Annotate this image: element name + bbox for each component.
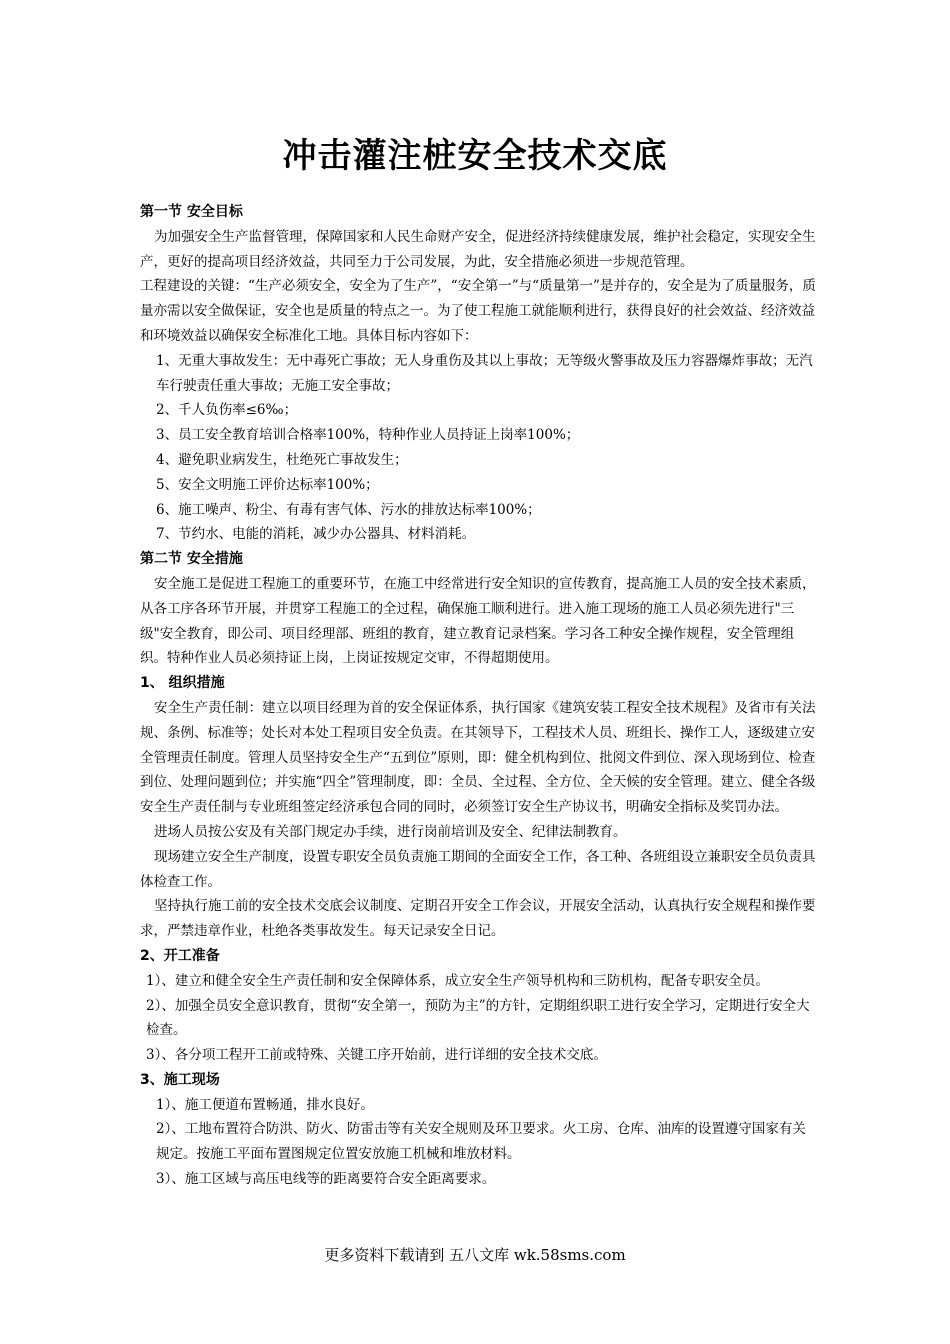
list-item: 1）、建立和健全安全生产责任制和安全保障体系，成立安全生产领导机构和三防机构，配备专职安全员。 — [146, 972, 769, 989]
list-item: 4、避免职业病发生，杜绝死亡事故发生； — [156, 451, 408, 468]
list-item: 3、员工安全教育培训合格率100%，特种作业人员持证上岗率100%； — [156, 427, 580, 444]
document-body — [140, 200, 816, 1192]
list-item: 6、施工噪声、粉尘、有毒有害气体、污水的排放达标率100%； — [156, 501, 541, 518]
paragraph: 为加强安全生产监督管理，保障国家和人民生命财产安全，促进经济持续健康发展，维护社会稳定，实现安全生产，更好的提高项目经济效益，共同至力于公司发展，为此，安全措施必须进一步规范管理。 — [140, 228, 816, 270]
subsection-heading-1: 1、 组织措施 — [140, 675, 225, 692]
list-item: 1）、施工便道布置畅通，排水良好。 — [156, 1096, 374, 1113]
list-item: 2）、加强全员安全意识教育，贯彻“安全第一，预防为主”的方针，定期组织职工进行安全学习，定期进行安全大检查。 — [146, 997, 810, 1039]
section-heading-1: 第一节 安全目标 — [140, 204, 243, 220]
subsection-heading-3: 3、施工现场 — [140, 1071, 220, 1088]
footer-download-note: 更多资料下载请到 五八文库 wk.58sms.com — [324, 1246, 626, 1264]
list-item: 2、千人负伤率≤6‰； — [156, 402, 298, 419]
paragraph: 进场人员按公安及有关部门规定办手续，进行岗前培训及安全、纪律法制教育。 — [154, 823, 627, 840]
list-item: 5、安全文明施工评价达标率100%； — [156, 476, 379, 493]
list-item: 2）、工地布置符合防洪、防火、防雷击等有关安全规则及环卫要求。火工房、仓库、油库的设置遵守国家有关规定。按施工平面布置图规定位置安放施工机械和堆放材料。 — [156, 1121, 806, 1163]
list-item: 1、无重大事故发生：无中毒死亡事故；无人身重伤及其以上事故；无等级火警事故及压力容器爆炸事故；无汽车行驶责任重大事故；无施工安全事故； — [156, 352, 813, 394]
subsection-heading-2: 2、开工准备 — [140, 947, 220, 964]
section-heading-2: 第二节 安全措施 — [140, 551, 243, 568]
paragraph: 坚持执行施工前的安全技术交底会议制度、定期召开安全工作会议，开展安全活动，认真执行安全规程和操作要求，严禁违章作业，杜绝各类事故发生。每天记录安全日记。 — [140, 898, 816, 940]
document-title: 冲击灌注桩安全技术交底 — [282, 136, 668, 176]
paragraph: 现场建立安全生产制度，设置专职安全员负责施工期间的全面安全工作，各工种、各班组设立兼职安全员负责具体检查工作。 — [140, 848, 816, 890]
paragraph: 工程建设的关键：“生产必须安全，安全为了生产”，“安全第一”与“质量第一”是并存的，安全是为了质量服务，质量亦需以安全做保证，安全也是质量的特点之一。为了使工程施工就能顺利进行，获得良好的社会效益、经济效益和环境效益以确保安全标准化工地。具体目标内容如下： — [140, 278, 816, 344]
list-item: 3）、施工区域与高压电线等的距离要符合安全距离要求。 — [156, 1171, 496, 1188]
paragraph: 安全生产责任制：建立以项目经理为首的安全保证体系，执行国家《建筑安装工程安全技术规程》及省市有关法规、条例、标准等；处长对本处工程项目安全负责。在其领导下，工程技术人员、班组长、操作工人，逐级建立安全管理责任制度。管理人员坚持安全生产“五到位”原则，即：健全机构到位、批阅文件到位、深入现场到位、检查到位、处理问题到位；并实施“四全”管理制度，即：全员、全过程、全方位、全天候的安全管理。建立、健全各级安全生产责任制与专业班组签定经济承包合同的同时，必须签订安全生产协议书，明确安全指标及奖罚办法。 — [140, 699, 816, 816]
list-item: 7、节约水、电能的消耗，减少办公器具、材料消耗。 — [156, 526, 476, 543]
paragraph: 安全施工是促进工程施工的重要环节，在施工中经常进行安全知识的宣传教育，提高施工人员的安全技术素质，从各工序各环节开展，并贯穿工程施工的全过程，确保施工顺利进行。进入施工现场的施工人员必须先进行"三级"安全教育，即公司、项目经理部、班组的教育，建立教育记录档案。学习各工种安全操作规程，安全管理组织。特种作业人员必须持证上岗，上岗证按规定交审，不得超期使用。 — [140, 575, 816, 667]
list-item: 3）、各分项工程开工前或特殊、关键工序开始前，进行详细的安全技术交底。 — [146, 1047, 607, 1064]
